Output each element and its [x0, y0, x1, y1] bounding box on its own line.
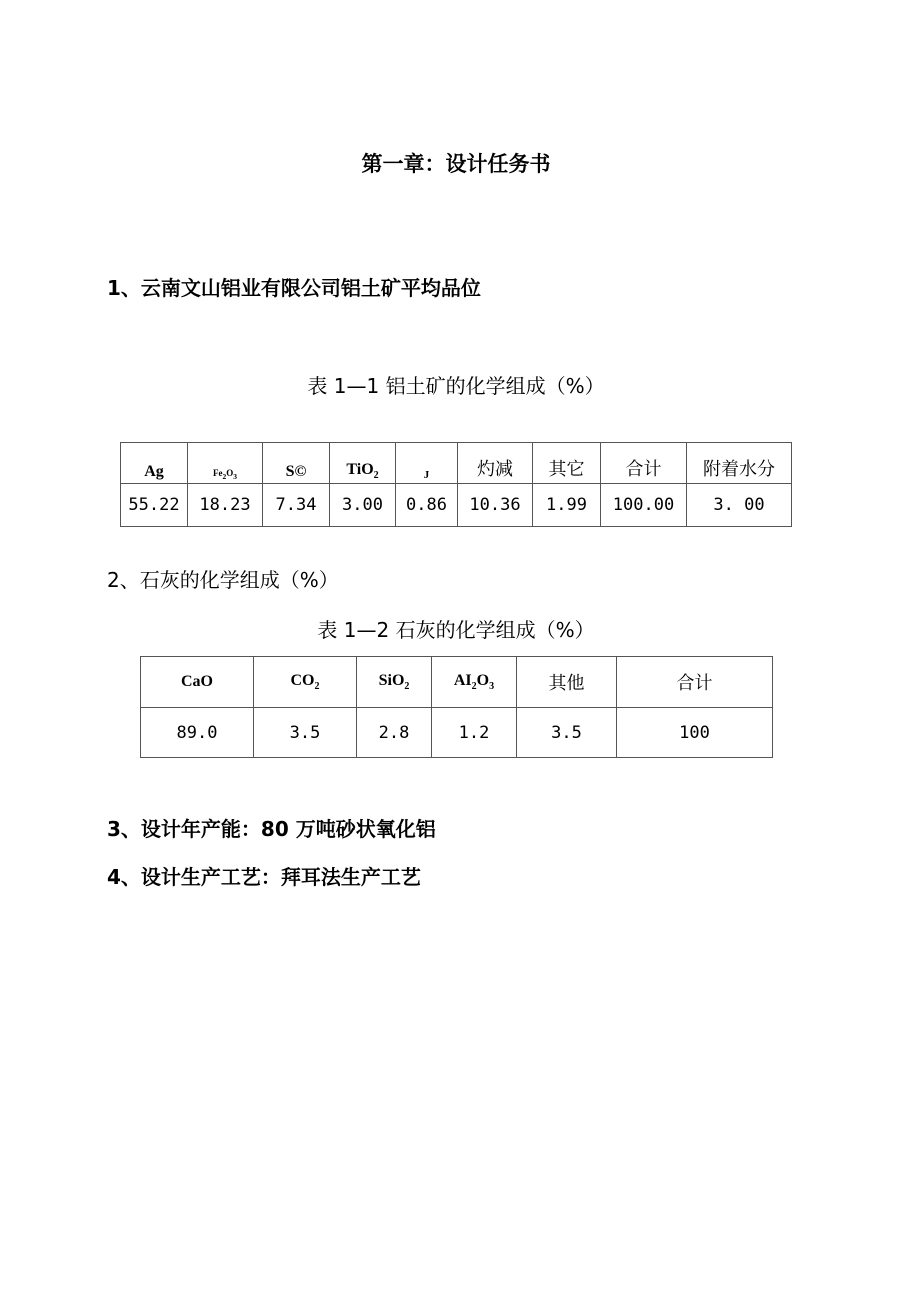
value-ag: 55.22	[121, 484, 188, 527]
value-total: 100	[617, 708, 773, 758]
value-loss-on-ignition: 10.36	[458, 484, 533, 527]
table-row	[121, 484, 792, 527]
table-header-row	[121, 443, 792, 484]
header-total: 合计	[617, 657, 773, 708]
table-header-row	[141, 657, 773, 708]
header-j: J	[396, 443, 458, 484]
header-fe2o3: $Fe_2O_3$	[188, 443, 263, 484]
lime-composition-table	[140, 656, 773, 758]
header-tio2: TiO$_2$	[330, 443, 396, 484]
header-sc: S©	[263, 443, 330, 484]
value-j: 0.86	[396, 484, 458, 527]
section-1-number: 1	[107, 276, 121, 300]
value-total: 100.00	[601, 484, 687, 527]
value-other: 3.5	[517, 708, 617, 758]
header-attached-moisture: 附着水分	[687, 443, 792, 484]
value-attached-moisture: 3. 00	[687, 484, 792, 527]
table-1-caption: 表 1—1 铝土矿的化学组成（%）	[307, 374, 605, 398]
header-loss-on-ignition: 灼减	[458, 443, 533, 484]
value-other: 1.99	[533, 484, 601, 527]
header-ag: Ag	[121, 443, 188, 484]
value-cao: 89.0	[141, 708, 254, 758]
header-other: 其他	[517, 657, 617, 708]
header-total: 合计	[601, 443, 687, 484]
table-row	[141, 708, 773, 758]
value-al2o3: 1.2	[432, 708, 517, 758]
section-2-heading: 2、石灰的化学组成（%）	[107, 568, 339, 592]
section-4-heading	[107, 861, 421, 890]
header-other: 其它	[533, 443, 601, 484]
table-2-caption: 表 1—2 石灰的化学组成（%）	[317, 618, 595, 642]
value-co2: 3.5	[254, 708, 357, 758]
section-3-suffix: 万吨砂状氧化铝	[288, 817, 436, 841]
section-1-text: 、云南文山铝业有限公司铝土矿平均品位	[120, 276, 481, 300]
chapter-title: 第一章：设计任务书	[361, 152, 551, 176]
header-sio2: SiO$_2$	[357, 657, 432, 708]
section-4-text: 、设计生产工艺：拜耳法生产工艺	[120, 865, 421, 889]
header-al2o3: $AI_2O_3$	[432, 657, 517, 708]
section-4-number: 4	[107, 865, 121, 889]
header-co2: $CO_2$	[254, 657, 357, 708]
section-3-value: 80	[260, 817, 289, 841]
value-sio2: 2.8	[357, 708, 432, 758]
section-3-prefix: 、设计年产能：	[120, 817, 261, 841]
section-1-heading	[107, 272, 481, 301]
section-3-heading	[107, 813, 436, 842]
section-3-number: 3	[107, 817, 121, 841]
value-sc: 7.34	[263, 484, 330, 527]
header-cao: CaO	[141, 657, 254, 708]
bauxite-composition-table	[120, 442, 792, 527]
value-tio2: 3.00	[330, 484, 396, 527]
value-fe2o3: 18.23	[188, 484, 263, 527]
